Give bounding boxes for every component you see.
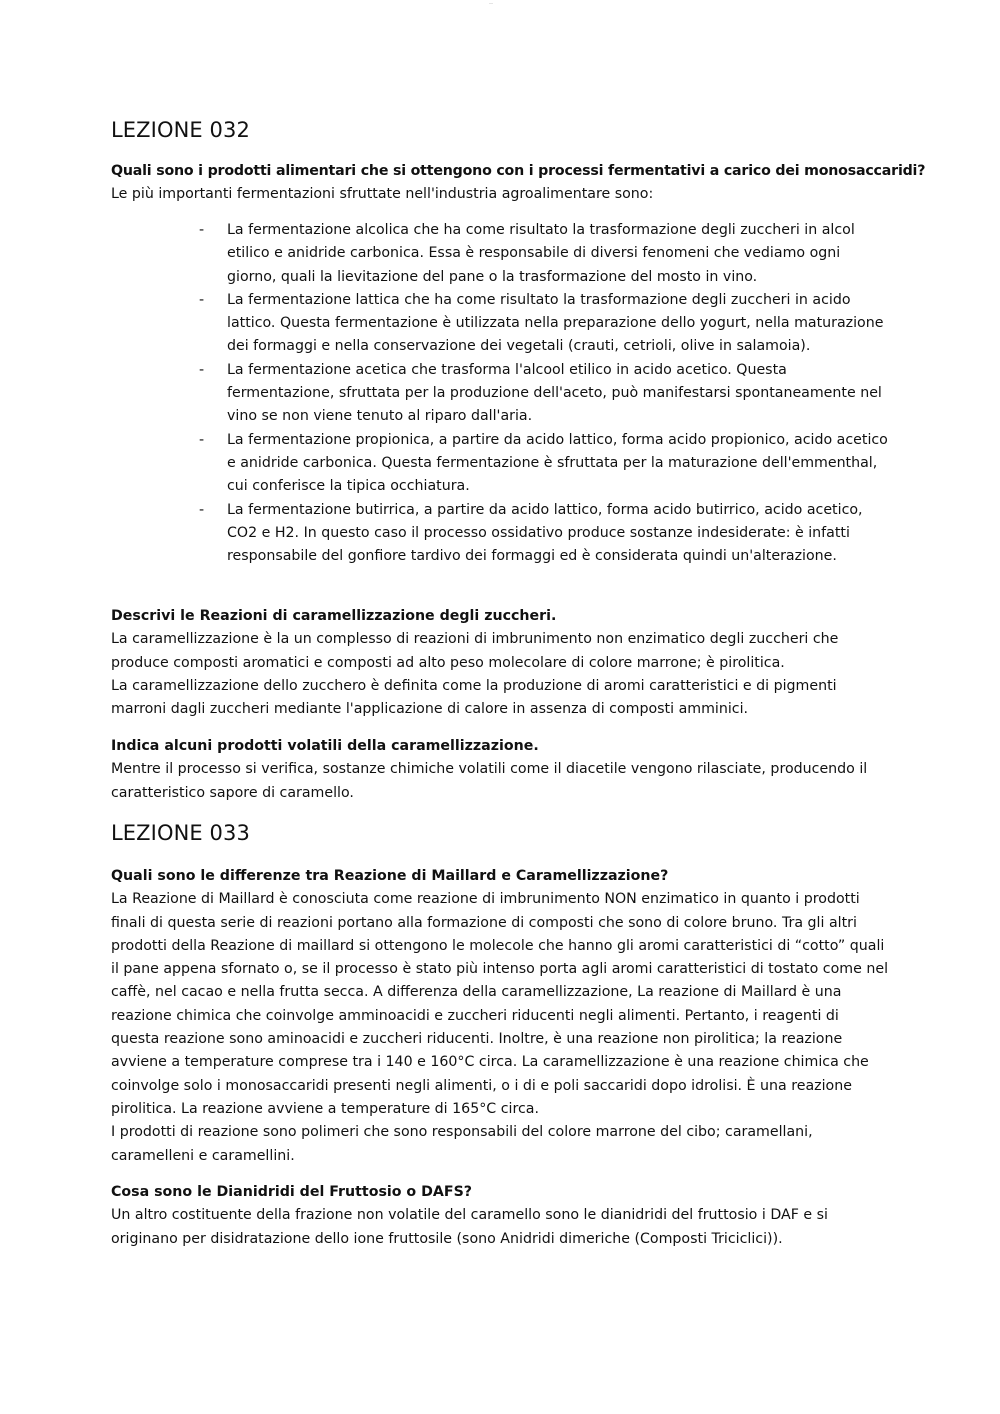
question-dafs: Cosa sono le Dianidridi del Fruttosio o DAFS? xyxy=(111,1184,473,1200)
question-volatile-products: Indica alcuni prodotti volatili della caramellizzazione. xyxy=(111,738,539,754)
lesson-032-title: LEZIONE 032 xyxy=(111,118,250,142)
lesson-032-section-1 xyxy=(111,160,926,207)
list-item: - La fermentazione butirrica, a partire da acido lattico, forma acido butirrico, acido acetico, CO2 e H2. In questo caso il processo ossidativo produce sostanze indesiderate: è infatti responsabile del gonfiore tardivo dei formaggi ed è considerata quindi un'alterazione. xyxy=(199,501,863,565)
fermentation-intro: Le più importanti fermentazioni sfruttate nell'industria agroalimentare sono: xyxy=(111,186,654,203)
question-caramelization: Descrivi le Reazioni di caramellizzazione degli zuccheri. xyxy=(111,608,557,624)
header-mark: — xyxy=(489,0,493,5)
question-maillard: Quali sono le differenze tra Reazione di Maillard e Caramellizzazione? xyxy=(111,868,669,884)
maillard-section xyxy=(111,865,891,1168)
dafs-section xyxy=(111,1181,891,1251)
caramelization-section xyxy=(111,605,891,721)
list-item: - La fermentazione acetica che trasforma l'alcool etilico in acido acetico. Questa fermentazione, sfruttata per la produzione dell'aceto, può manifestarsi spontaneamente nel vino se non viene tenuto al riparo dall'aria. xyxy=(199,361,882,425)
volatile-products-section xyxy=(111,735,891,805)
caramelization-answer-2: La caramellizzazione dello zucchero è definita come la produzione di aromi caratteristici e di pigmenti marroni dagli zuccheri mediante l'applicazione di calore in assenza di composti amminici. xyxy=(111,677,837,718)
list-item: - La fermentazione alcolica che ha come risultato la trasformazione degli zuccheri in alcol etilico e anidride carbonica. Essa è responsabile di diversi fenomeni che vediamo ogni giorno, quali la lievitazione del pane o la trasformazione del mosto in vino. xyxy=(199,222,855,285)
fermentation-list xyxy=(111,219,891,568)
question-fermentation: Quali sono i prodotti alimentari che si ottengono con i processi fermentativi a carico dei monosaccaridi? xyxy=(111,163,926,179)
maillard-answer-2: I prodotti di reazione sono polimeri che sono responsabili del colore marrone del cibo; caramellani, caramelleni e caramellini. xyxy=(111,1124,813,1164)
caramelization-answer-1: La caramellizzazione è la un complesso di reazioni di imbrunimento non enzimatico degli zuccheri che produce composti aromatici e composti ad alto peso molecolare di colore marrone; è pirolitica. xyxy=(111,631,839,671)
dafs-answer: Un altro costituente della frazione non volatile del caramello sono le dianidridi del fruttosio i DAF e si originano per disidratazione dello ione fruttosile (sono Anidridi dimeriche (Composti Triciclici)). xyxy=(111,1207,828,1247)
lesson-033-title: LEZIONE 033 xyxy=(111,821,250,845)
list-item: - La fermentazione propionica, a partire da acido lattico, forma acido propionico, acido acetico e anidride carbonica. Questa fermentazione è sfruttata per la maturazione dell'emmenthal, cui conferisce la tipica occhiatura. xyxy=(199,431,888,495)
maillard-answer-1: La Reazione di Maillard è conosciuta come reazione di imbrunimento NON enzimatico in quanto i prodotti finali di questa serie di reazioni portano alla formazione di composti che sono di colore bruno. Tra gli altri prodotti della Reazione di maillard si ottengono le molecole che hanno gli aromi caratteristici di “cotto” quali il pane appena sfornato o, se il processo è stato più intenso porta agli aromi caratteristici di tostato come nel caffè, nel cacao e nella frutta secca. A differenza della caramellizzazione, La reazione di Maillard è una reazione chimica che coinvolge amminoacidi e zuccheri riducenti negli alimenti. Pertanto, i reagenti di questa reazione sono aminoacidi e zuccheri riducenti. Inoltre, è una reazione non pirolitica; la reazione avviene a temperature comprese tra i 140 e 160°C circa. La caramellizzazione è una reazione chimica che coinvolge solo i monosaccaridi presenti negli alimenti, o i di e poli saccaridi dopo idrolisi. È una reazione pirolitica. La reazione avviene a temperature di 165°C circa. xyxy=(111,891,889,1117)
list-item: - La fermentazione lattica che ha come risultato la trasformazione degli zuccheri in acido lattico. Questa fermentazione è utilizzata nella preparazione dello yogurt, nella maturazione dei formaggi e nella conservazione dei vegetali (crauti, cetrioli, olive in salamoia). xyxy=(199,291,884,355)
volatile-products-answer: Mentre il processo si verifica, sostanze chimiche volatili come il diacetile vengono rilasciate, producendo il caratteristico sapore di caramello. xyxy=(111,761,868,801)
